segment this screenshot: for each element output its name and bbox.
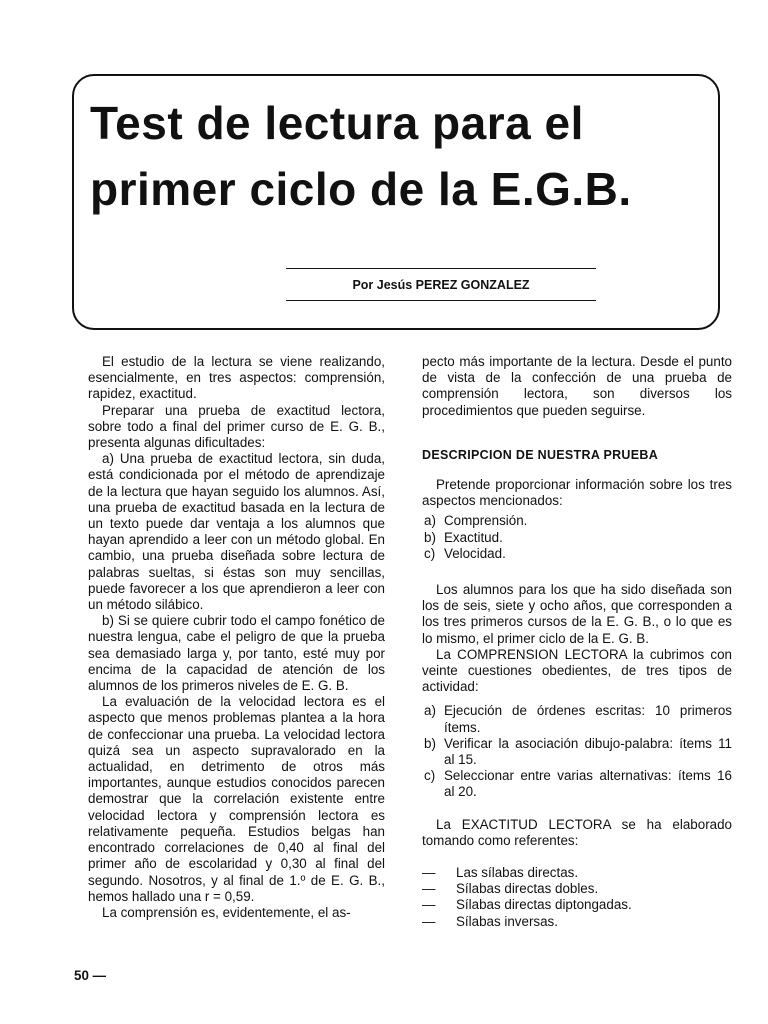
paragraph: Los alumnos para los que ha sido diseñada son los de seis, siete y ocho años, que corresponden a los tres primeros cursos de la E. G. B., o lo que es lo mismo, el primer ciclo de la E. G. B. bbox=[422, 582, 732, 646]
title-line-2: primer ciclo de la E.G.B. bbox=[90, 163, 632, 215]
list-marker: c) bbox=[424, 768, 436, 784]
list-marker: c) bbox=[424, 545, 436, 561]
page-number: 50 — bbox=[74, 968, 107, 983]
list-text: Verificar la asociación dibujo-palabra: ítems 11 al 15. bbox=[444, 735, 732, 768]
paragraph: El estudio de la lectura se viene realizando, esencialmente, en tres aspectos: comprensión, rapidez, exactitud. bbox=[88, 354, 385, 402]
byline-rule-bottom bbox=[286, 300, 596, 301]
list-text: Exactitud. bbox=[444, 529, 503, 545]
paragraph: b) Si se quiere cubrir todo el campo fonético de nuestra lengua, cabe el peligro de que la prueba sea demasiado larga y, por tanto, esté muy por encima de la capacidad de atención de los alumnos de los primeros niveles de E. G. B. bbox=[88, 613, 385, 694]
list-marker: a) bbox=[424, 513, 436, 529]
paragraph: La comprensión es, evidentemente, el as- bbox=[102, 904, 351, 920]
paragraph: Preparar una prueba de exactitud lectora, sobre todo a final del primer curso de E. G. B., presenta algunas dificultades: bbox=[88, 402, 385, 451]
list-text: Velocidad. bbox=[444, 545, 506, 561]
paragraph: La COMPRENSION LECTORA la cubrimos con veinte cuestiones obedientes, de tres tipos de actividad: bbox=[422, 646, 732, 695]
list-text: Sílabas directas diptongadas. bbox=[456, 897, 632, 913]
list-text: Sílabas directas dobles. bbox=[456, 881, 599, 897]
paragraph: a) Una prueba de exactitud lectora, sin duda, está condicionada por el método de aprendizaje de la lectura que hayan seguido los alumnos. Así, una prueba de exactitud basada en la lectura de un texto puede dar ventaja a los alumnos que hayan aprendido a leer con un método global. En cambio, una prueba diseñada sobre lectura de palabras sueltas, si éstas son muy sencillas, puede favorecer a los que aprendieron a leer con un método silábico. bbox=[88, 451, 385, 613]
byline-rule-top bbox=[286, 268, 596, 269]
list-text: Sílabas inversas. bbox=[456, 913, 558, 929]
list-marker: a) bbox=[424, 703, 436, 719]
list-marker: b) bbox=[424, 529, 436, 545]
right-column bbox=[422, 354, 732, 930]
aspects-list bbox=[422, 513, 732, 562]
paragraph: La EXACTITUD LECTORA se ha elaborado tomando como referentes: bbox=[422, 816, 732, 848]
article-title bbox=[90, 90, 710, 222]
paragraph: La evaluación de la velocidad lectora es el aspecto que menos problemas plantea a la hora de confeccionar una prueba. La velocidad lectora quizá sea un aspecto supravalorado en la actualidad, en detrimento de otros más importantes, aunque estudios conocidos parecen demostrar que la correlación existente entre velocidad lectora y comprensión lectora es relativamente pequeña. Estudios belgas han encontrado correlaciones de 0,40 al final del primer año de escolaridad y 0,30 al final del segundo. Nosotros, y al final de 1.º de E. G. B., hemos hallado una r = 0,59. bbox=[88, 694, 385, 904]
title-box bbox=[72, 74, 720, 330]
list-item bbox=[422, 530, 732, 546]
list-marker: — bbox=[422, 913, 436, 929]
list-text: Comprensión. bbox=[444, 513, 528, 529]
list-text: Seleccionar entre varias alternativas: ítems 16 al 20. bbox=[444, 768, 732, 800]
list-item bbox=[422, 865, 732, 881]
list-marker: — bbox=[422, 865, 436, 881]
list-item bbox=[422, 914, 732, 930]
list-item bbox=[422, 546, 732, 562]
list-text: Ejecución de órdenes escritas: 10 primeros ítems. bbox=[444, 703, 732, 735]
list-item bbox=[422, 736, 732, 768]
paragraph: Pretende proporcionar información sobre los tres aspectos mencionados: bbox=[422, 477, 732, 509]
list-item bbox=[422, 513, 732, 529]
list-text: Las sílabas directas. bbox=[456, 865, 579, 881]
list-item bbox=[422, 703, 732, 735]
list-item bbox=[422, 768, 732, 800]
list-item bbox=[422, 881, 732, 897]
list-item bbox=[422, 897, 732, 913]
title-line-1: Test de lectura para el bbox=[90, 97, 584, 149]
list-marker: — bbox=[422, 881, 436, 897]
activities-list bbox=[422, 703, 732, 800]
section-heading: DESCRIPCION DE NUESTRA PRUEBA bbox=[422, 447, 659, 462]
references-list bbox=[422, 865, 732, 930]
list-marker: — bbox=[422, 897, 436, 913]
paragraph: pecto más importante de la lectura. Desde el punto de vista de la confección de una prueba de comprensión lectora, son diversos los procedimientos que pueden seguirse. bbox=[422, 354, 732, 418]
byline: Por Jesús PEREZ GONZALEZ bbox=[352, 278, 530, 292]
left-column bbox=[88, 354, 385, 921]
list-marker: b) bbox=[424, 735, 436, 751]
